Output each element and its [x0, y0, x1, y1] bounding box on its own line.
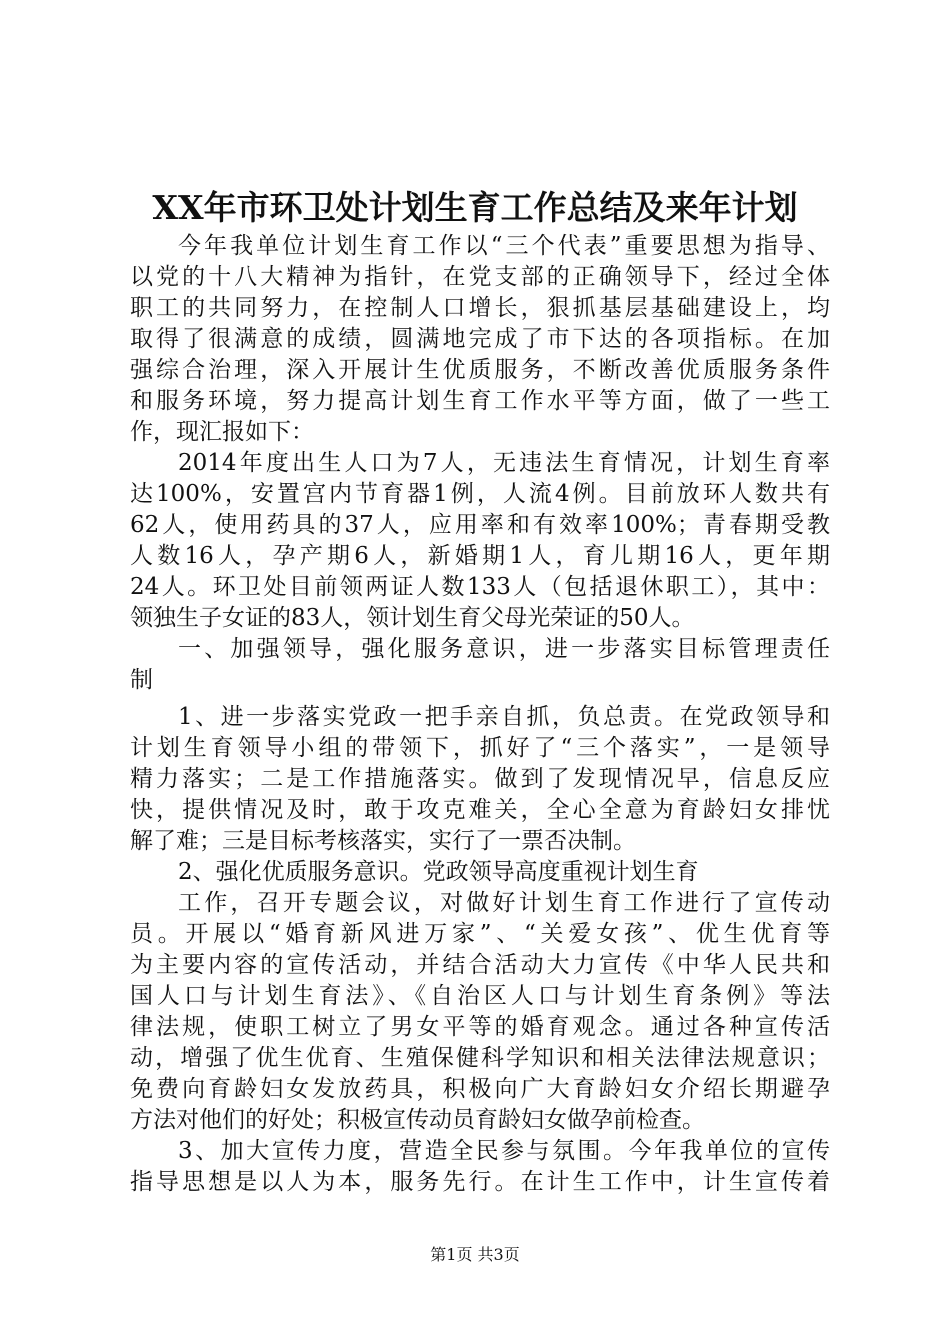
paragraph-line: 强综合治理，深入开展计生优质服务，不断改善优质服务条件	[130, 357, 830, 383]
paragraph-line: 职工的共同努力，在控制人口增长，狠抓基层基础建设上，均	[130, 295, 830, 321]
section-heading-line: 一、加强领导，强化服务意识，进一步落实目标管理责任	[178, 636, 830, 662]
paragraph-line: 律法规，使职工树立了男女平等的婚育观念。通过各种宣传活	[130, 1014, 830, 1040]
document-body	[130, 231, 830, 1198]
paragraph-line: 方法对他们的好处；积极宣传动员育龄妇女做孕前检查。	[130, 1107, 705, 1133]
paragraph-line: 今年我单位计划生育工作以“三个代表”重要思想为指导、	[178, 233, 830, 259]
paragraph-line: 2、强化优质服务意识。党政领导高度重视计划生育	[178, 859, 699, 885]
paragraph-line: 精力落实；二是工作措施落实。做到了发现情况早，信息反应	[130, 766, 830, 792]
paragraph-line: 和服务环境，努力提高计划生育工作水平等方面，做了一些工	[130, 388, 830, 414]
paragraph-line: 国人口与计划生育法》、《自治区人口与计划生育条例》等法	[130, 983, 830, 1009]
paragraph-line: 3、加大宣传力度，营造全民参与氛围。今年我单位的宣传	[178, 1138, 830, 1164]
paragraph-line: 取得了很满意的成绩，圆满地完成了市下达的各项指标。在加	[130, 326, 830, 352]
paragraph-line: 领独生子女证的83人，领计划生育父母光荣证的50人。	[130, 605, 695, 631]
section-heading-line: 制	[130, 667, 153, 693]
paragraph-line: 人数16人，孕产期6人，新婚期1人，育儿期16人，更年期	[130, 543, 830, 569]
paragraph-line: 动，增强了优生优育、生殖保健科学知识和相关法律法规意识；	[130, 1045, 830, 1071]
document-title: XX年市环卫处计划生育工作总结及来年计划	[152, 188, 798, 227]
paragraph-line: 24人。环卫处目前领两证人数133人（包括退休职工），其中：	[130, 574, 830, 600]
paragraph-line: 指导思想是以人为本，服务先行。在计生工作中，计生宣传着	[130, 1169, 830, 1195]
paragraph-line: 员。开展以“婚育新风进万家”、“关爱女孩”、优生优育等	[130, 921, 830, 947]
paragraph-line: 工作，召开专题会议，对做好计划生育工作进行了宣传动	[178, 890, 830, 916]
paragraph-line: 作，现汇报如下：	[130, 419, 314, 445]
paragraph-line: 62人，使用药具的37人，应用率和有效率100%；青春期受教	[130, 512, 830, 538]
paragraph-line: 解了难；三是目标考核落实，实行了一票否决制。	[130, 828, 636, 854]
paragraph-line: 以党的十八大精神为指针，在党支部的正确领导下，经过全体	[130, 264, 830, 290]
paragraph-line: 免费向育龄妇女发放药具，积极向广大育龄妇女介绍长期避孕	[130, 1076, 830, 1102]
paragraph-line: 1、进一步落实党政一把手亲自抓，负总责。在党政领导和	[178, 704, 830, 730]
page-number: 第1页 共3页	[430, 1245, 520, 1264]
paragraph-line: 达100%，安置宫内节育器1例，人流4例。目前放环人数共有	[130, 481, 830, 507]
paragraph-line: 快，提供情况及时，敢于攻克难关，全心全意为育龄妇女排忧	[130, 797, 830, 823]
paragraph-line: 2014年度出生人口为7人，无违法生育情况，计划生育率	[178, 450, 830, 476]
paragraph-line: 计划生育领导小组的带领下，抓好了“三个落实”，一是领导	[130, 735, 830, 761]
paragraph-line: 为主要内容的宣传活动，并结合活动大力宣传《中华人民共和	[130, 952, 830, 978]
